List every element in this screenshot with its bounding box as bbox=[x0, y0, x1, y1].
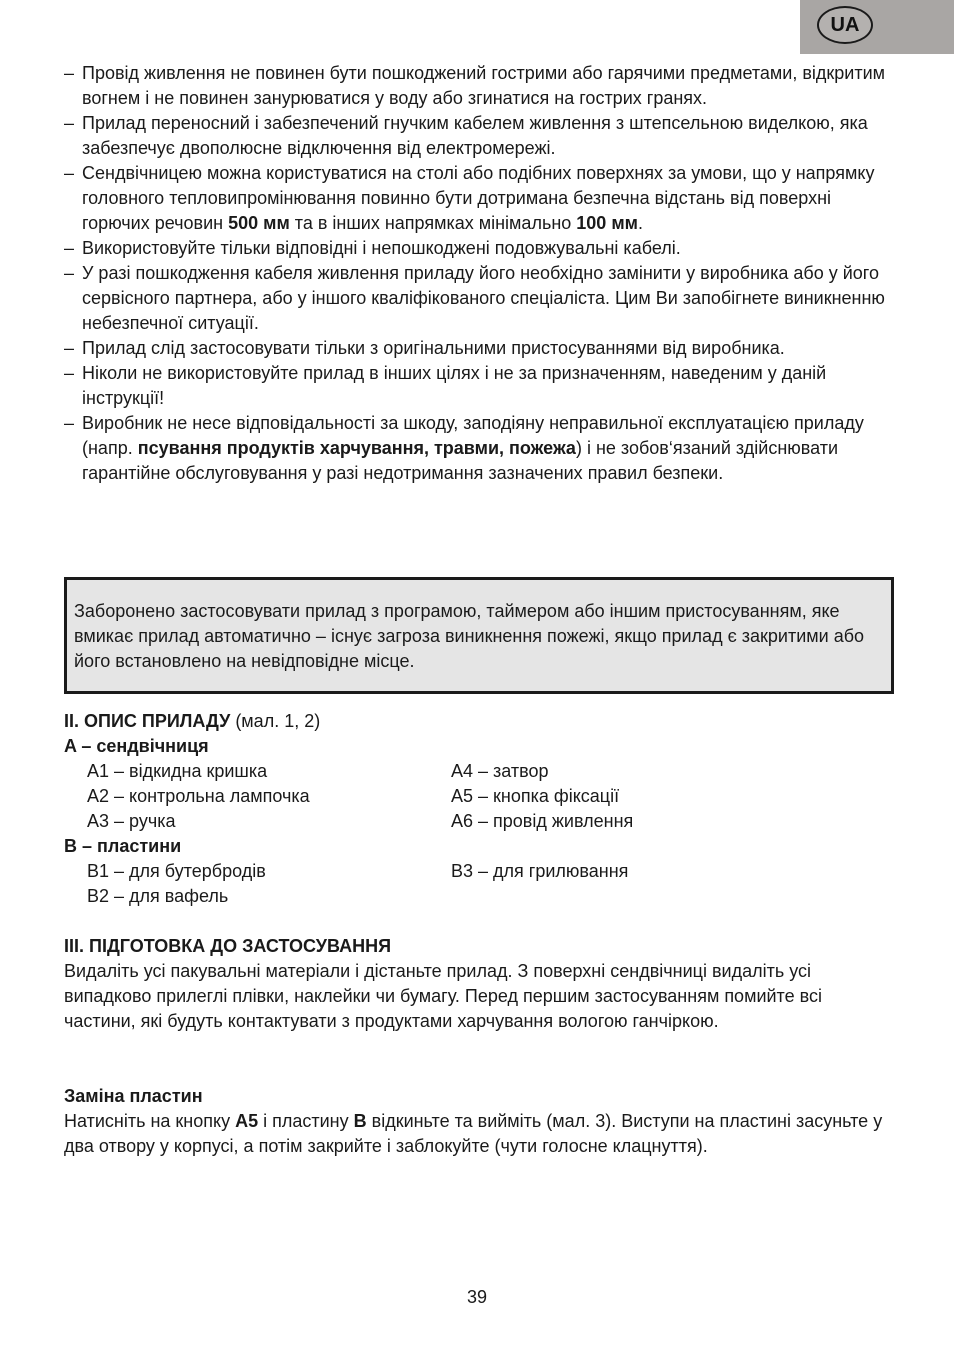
warning-text: Заборонено застосовувати прилад з програмою, таймером або іншим пристосуванням, яке вмикає прилад автоматично – існує загроза виникнення пожежі, якщо прилад є закритими або його встановлено на невідповідне місце. bbox=[74, 601, 865, 671]
component-row bbox=[64, 784, 894, 809]
component-row bbox=[64, 759, 894, 784]
bullet-dash: – bbox=[64, 338, 75, 358]
component-item: A6 – провід живлення bbox=[451, 811, 634, 831]
text-segment: відкиньте та вийміть (мал. 3). Виступи на пластині засуньте у два отвору у корпусі, а потім закрийте і заблокуйте (чути голосне клацнуття). bbox=[64, 1111, 883, 1156]
plates-section bbox=[64, 1084, 894, 1159]
component-row bbox=[64, 809, 894, 834]
bullet-item bbox=[64, 261, 894, 336]
plates-text bbox=[64, 1109, 894, 1159]
preparation-heading: III. ПІДГОТОВКА ДО ЗАСТОСУВАННЯ bbox=[64, 936, 392, 956]
description-heading: II. ОПИС ПРИЛАДУ bbox=[64, 711, 231, 731]
group-b-title: B – пластини bbox=[64, 836, 182, 856]
bullet-dash: – bbox=[64, 238, 75, 258]
component-item: B3 – для грилювання bbox=[451, 861, 629, 881]
text-segment: Провід живлення не повинен бути пошкоджений гострими або гарячими предметами, відкритим вогнем і не повинен занурюватися у воду або згинатися на гострих гранях. bbox=[82, 63, 886, 108]
text-segment: . bbox=[637, 213, 643, 233]
bullet-item bbox=[64, 361, 894, 411]
component-row bbox=[64, 859, 894, 884]
bullet-item bbox=[64, 336, 894, 361]
text-segment: Прилад слід застосовувати тільки з оригінальними пристосуваннями від виробника. bbox=[82, 338, 785, 358]
preparation-section bbox=[64, 934, 894, 1034]
bold-text: псування продуктів харчування, травми, пожежа bbox=[137, 438, 576, 458]
bullet-item bbox=[64, 161, 894, 236]
text-segment: ) і не зобов‘язаний здійснювати гарантійне обслуговування у разі недотримання зазначених правил безпеки. bbox=[82, 438, 839, 483]
bold-text: 500 мм bbox=[228, 213, 290, 233]
bold-text: 100 мм bbox=[576, 213, 638, 233]
component-item: A5 – кнопка фіксації bbox=[451, 786, 620, 806]
safety-bullet-list bbox=[64, 61, 894, 486]
bullet-item bbox=[64, 411, 894, 486]
bullet-dash: – bbox=[64, 263, 75, 283]
component-item: B1 – для бутербродів bbox=[87, 861, 266, 881]
text-segment: Прилад переносний і забезпечений гнучким кабелем живлення з штепсельною виделкою, яка забезпечує двополюсне відключення від електромережі. bbox=[82, 113, 868, 158]
group-a-title: A – сендвічниця bbox=[64, 736, 209, 756]
warning-box bbox=[64, 577, 894, 694]
component-row bbox=[64, 884, 894, 909]
group-b-list bbox=[64, 859, 894, 909]
component-item: A3 – ручка bbox=[87, 811, 176, 831]
component-item: A4 – затвор bbox=[451, 761, 549, 781]
language-tab bbox=[800, 0, 954, 54]
text-segment: і пластину bbox=[258, 1111, 354, 1131]
bold-text: A5 bbox=[235, 1111, 259, 1131]
plates-heading: Заміна пластин bbox=[64, 1086, 203, 1106]
bullet-dash: – bbox=[64, 363, 75, 383]
text-segment: Виробник не несе відповідальності за шкоду, заподіяну неправильної експлуатацією приладу (напр. bbox=[82, 413, 864, 458]
bold-text: B bbox=[353, 1111, 367, 1131]
bullet-dash: – bbox=[64, 63, 75, 83]
page-number: 39 bbox=[466, 1287, 488, 1307]
component-item: A2 – контрольна лампочка bbox=[87, 786, 310, 806]
group-a-list bbox=[64, 759, 894, 834]
bullet-dash: – bbox=[64, 413, 75, 433]
text-segment: У разі пошкодження кабеля живлення приладу його необхідно замінити у виробника або у його сервісного партнера, або у іншого кваліфікованого спеціаліста. Цим Ви запобігнете виникненню небезпечної ситуації. bbox=[82, 263, 885, 333]
component-item: A1 – відкидна кришка bbox=[87, 761, 268, 781]
text-segment: Сендвічницею можна користуватися на столі або подібних поверхнях за умови, що у напрямку головного тепловипромінювання повинно бути дотримана безпечна відстань від поверхні горючих речовин bbox=[82, 163, 875, 233]
description-section bbox=[64, 709, 894, 909]
text-segment: Ніколи не використовуйте прилад в інших цілях і не за призначенням, наведеним у даній інструкції! bbox=[82, 363, 827, 408]
component-item: B2 – для вафель bbox=[87, 886, 229, 906]
bullet-item bbox=[64, 236, 894, 261]
text-segment: Використовуйте тільки відповідні і непошкоджені подовжувальні кабелі. bbox=[82, 238, 681, 258]
text-segment: Натисніть на кнопку bbox=[64, 1111, 236, 1131]
bullet-item bbox=[64, 111, 894, 161]
bullet-dash: – bbox=[64, 163, 75, 183]
preparation-text: Видаліть усі пакувальні матеріали і дістаньте прилад. З поверхні сендвічниці видаліть усі випадково прилеглі плівки, наклейки чи бумагу. Перед першим застосуванням помийте всі частини, які будуть контактувати з продуктами харчування вологою ганчіркою. bbox=[64, 961, 822, 1031]
bullet-item bbox=[64, 61, 894, 111]
text-segment: та в інших напрямках мінімально bbox=[289, 213, 577, 233]
description-heading-suffix: (мал. 1, 2) bbox=[230, 711, 321, 731]
language-badge: UA bbox=[817, 6, 873, 44]
description-heading-line bbox=[64, 709, 894, 734]
component-item bbox=[451, 884, 891, 909]
bullet-dash: – bbox=[64, 113, 75, 133]
